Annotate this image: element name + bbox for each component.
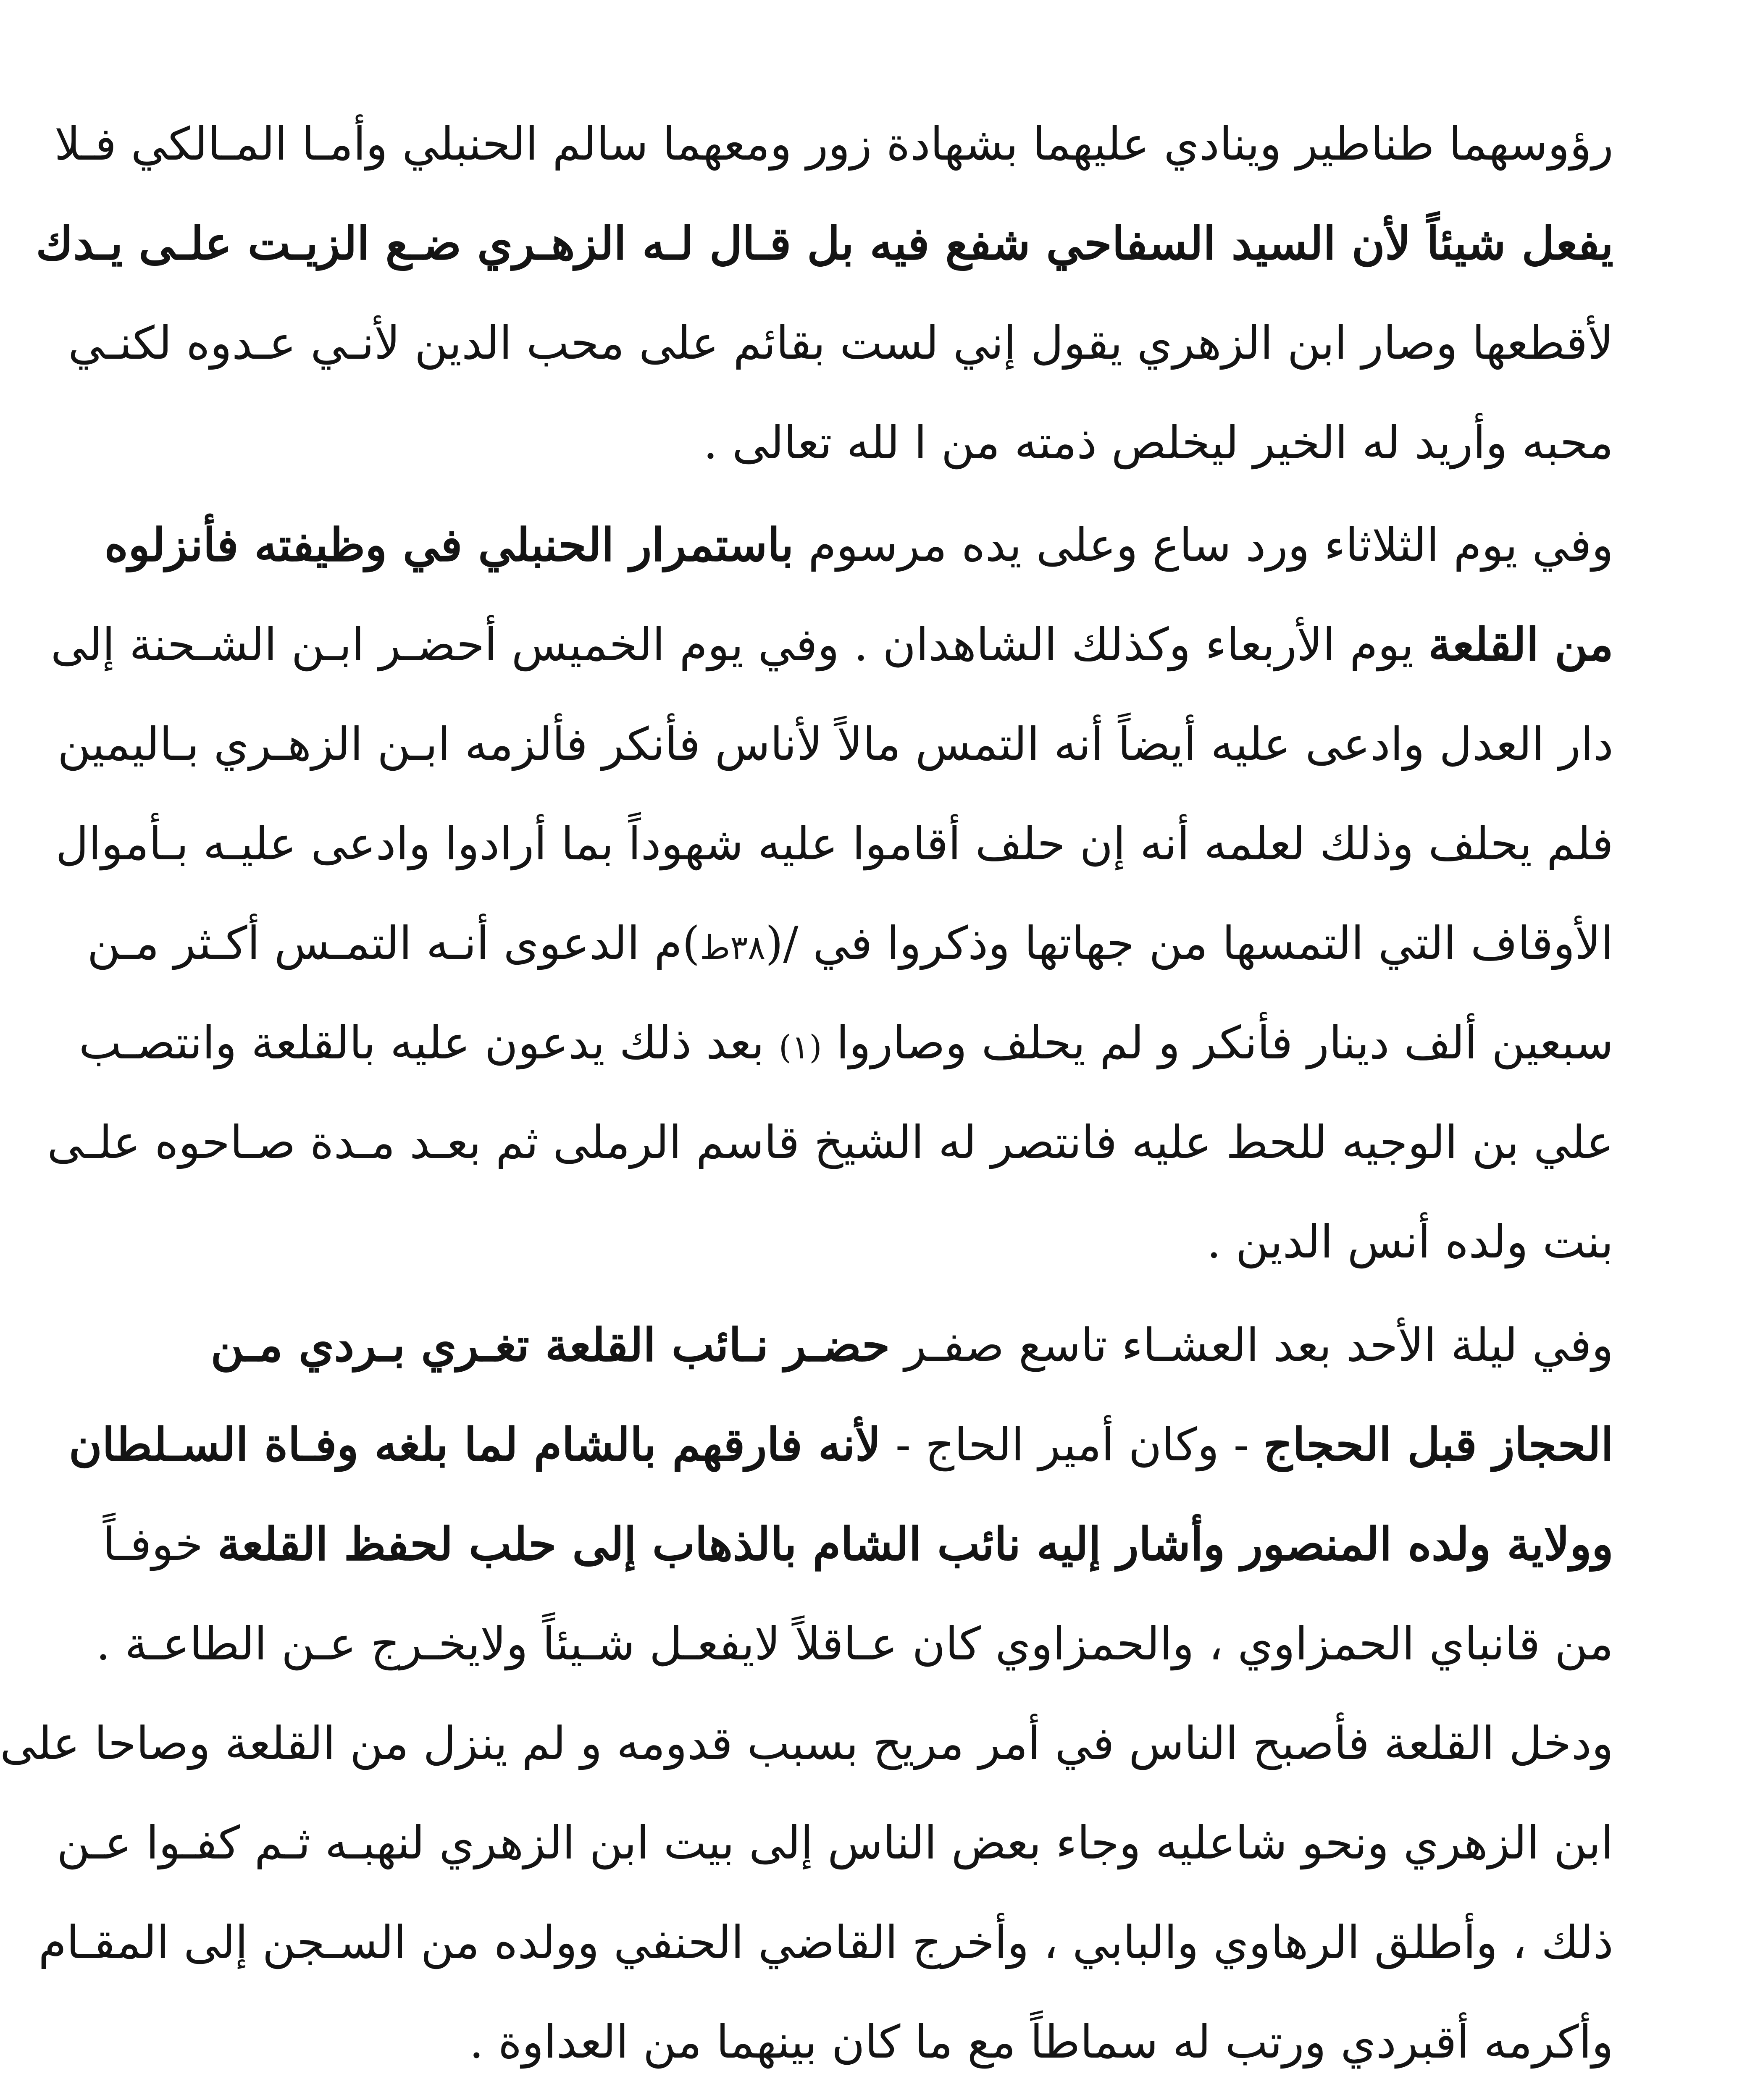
text-line: بنت ولده أنس الدين . [1206,1216,1613,1268]
footnote-reference: (١) [778,1029,822,1066]
bold-text-span: الحجاز قبل الحجاج [1263,1418,1613,1471]
bold-text-span: وولاية ولده المنصور وأشار إليه نائب الشام بالذهاب إلى حلب لحفظ القلعة [217,1518,1613,1571]
text-line [50,595,1613,695]
text-line [87,894,1613,993]
text-span: بعد ذلك يدعون عليه بالقلعة وانتصـب [79,1017,765,1069]
text-line: محبه وأريد له الخير ليخلص ذمته من ا لله تعالى . [703,417,1613,469]
text-line [104,496,1613,595]
text-line: من قانباي الحمزاوي ، والحمزاوي كان عـاقلاً لايفعـل شـيئاً ولايخـرج عـن الطاعـة . [96,1618,1613,1670]
text-line: ذلك ، وأطلق الرهاوي والبابي ، وأخرج القاضي الحنفي وولده من السـجن إلى المقـام [38,1916,1613,1969]
text-line: رؤوسهما طناطير وينادي عليهما بشهادة زور ومعهما سالم الحنبلي وأمـا المـالكي فـلا [54,118,1613,171]
manuscript-folio-marker: ٣٨ط [700,929,766,967]
text-span: الأوقاف التي التمسها من جهاتها وذكروا في /( [765,917,1613,970]
text-line [102,1495,1613,1594]
text-span: سبعين ألف دينار فأنكر و لم يحلف وصاروا [836,1017,1613,1069]
text-line: علي بن الوجيه للحط عليه فانتصر له الشيخ قاسم الرملى ثم بعـد مـدة صـاحوه علـى [47,1116,1613,1169]
text-line: دار العدل وادعى عليه أيضاً أنه التمس مالاً لأناس فأنكر فألزمه ابـن الزهـري بـاليمين [57,718,1613,771]
text-line [79,993,1613,1093]
bold-text-span: من القلعة [1428,618,1613,671]
text-line: فلم يحلف وذلك لعلمه أنه إن حلف أقاموا عليه شهوداً بما أرادوا وادعى عليـه بـأموال [55,818,1613,870]
text-span: يوم الأربعاء وكذلك الشاهدان . وفي يوم الخميس أحضـر ابـن الشـحنة إلى [50,619,1414,671]
text-line: وأكرمه أقبردي ورتب له سماطاً مع ما كان بينهما من العداوة . [469,2016,1613,2068]
bold-text-span: باستمرار الحنبلي في وظيفته فأنزلوه [104,519,794,572]
bold-text-span: حضـر نـائب القلعة تغـري بـردي مـن [210,1319,890,1372]
text-span: )م الدعوى أنـه التمـس أكـثر مـن [87,917,700,970]
text-line: ابن الزهري ونحو شاعليه وجاء بعض الناس إلى بيت ابن الزهري لنهبـه ثـم كفـوا عـن [57,1817,1613,1869]
text-line: ودخل القلعة فأصبح الناس في أمر مريح بسبب قدومه و لم ينزل من القلعة وصاحا على [0,1717,1613,1770]
text-line [68,1395,1613,1495]
paragraph-2 [47,496,1613,1292]
text-line [173,1296,1613,1395]
paragraph-1 [36,94,1613,493]
text-span: وفي يوم الثلاثاء ورد ساع وعلى يده مرسوم [808,519,1613,572]
bold-text-span: لأنه فارقهم بالشام لما بلغه وفـاة السـلطان [68,1418,881,1471]
text-line: يفعل شيئاً لأن السيد السفاحي شفع فيه بل قـال لـه الزهـري ضـع الزيـت علـى يـدك [36,217,1613,270]
text-span: - وكان أمير الحاج - [895,1419,1249,1471]
text-span: خوفـاً [102,1518,203,1571]
text-line: لأقطعها وصار ابن الزهري يقول إني لست بقائم على محب الدين لأنـي عـدوه لكنـي [68,317,1613,370]
text-span: وفي ليلة الأحد بعد العشـاء تاسع صفـر [904,1319,1613,1372]
paragraph-3 [0,1296,1613,2092]
